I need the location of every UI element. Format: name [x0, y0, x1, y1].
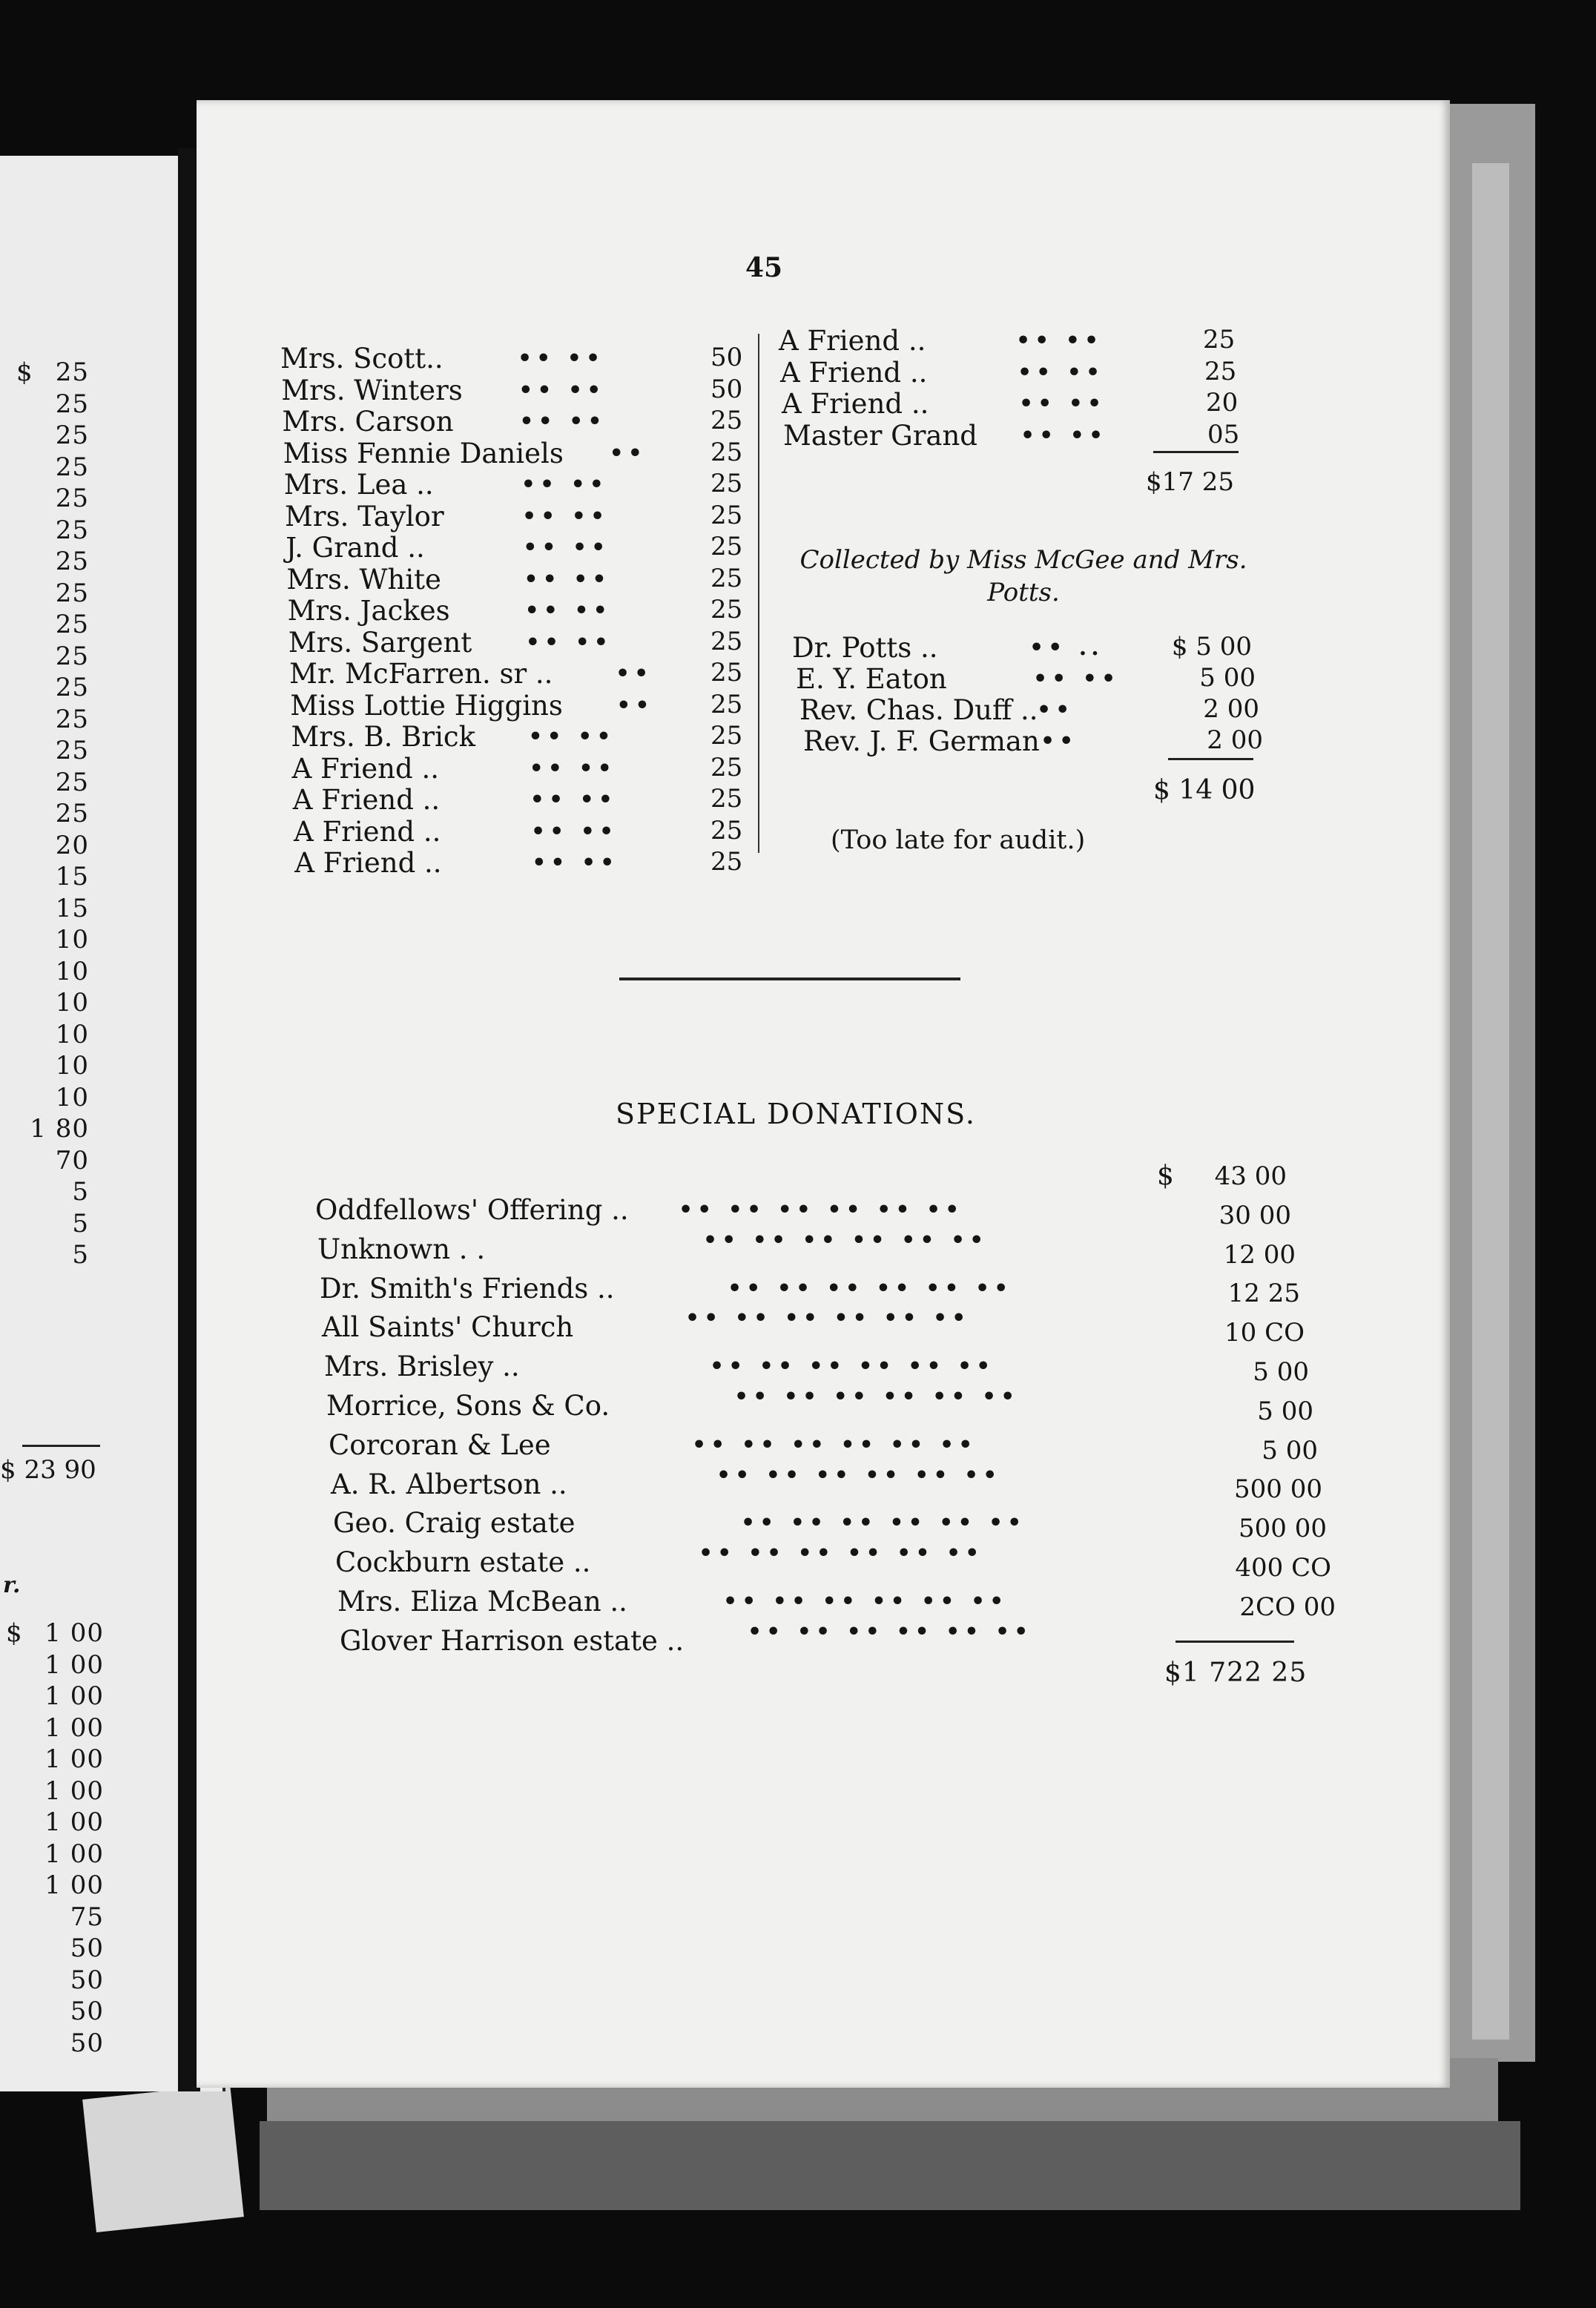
- collected-row: [803, 725, 1278, 755]
- dot-leader: •• •• •• •• •• ••: [685, 1305, 971, 1332]
- donor-amount: 25: [710, 784, 743, 814]
- left-page-amount: 25: [55, 673, 89, 702]
- donor-name: Mrs. Scott..: [280, 343, 443, 375]
- right-column-total: $17 25: [1146, 467, 1234, 497]
- donation-name: A. R. Albertson ..: [331, 1468, 567, 1500]
- donor-row: [281, 375, 756, 404]
- dot-leader: •• ••: [532, 850, 619, 876]
- left-page-amount: 70: [55, 1145, 89, 1176]
- left-page-amount: 25: [55, 357, 89, 387]
- collected-row: [796, 663, 1270, 693]
- donor-amount: 25: [710, 721, 743, 751]
- left-page-amount: 15: [55, 862, 89, 891]
- donor-name: Mrs. White: [286, 563, 441, 596]
- donor-row: [293, 784, 768, 814]
- donor-row: [783, 419, 1258, 452]
- dot-leader: •• •• •• •• •• ••: [723, 1589, 1009, 1615]
- collected-total-rule: [1168, 758, 1253, 760]
- left-page-amount: 5: [72, 1240, 89, 1270]
- donor-amount: 2 00: [1203, 694, 1259, 724]
- donor-amount: 25: [710, 500, 743, 530]
- left-page-amount: 25: [55, 704, 89, 734]
- donation-amount: 5 00: [1257, 1396, 1313, 1426]
- left-page-amount: 10: [55, 1051, 89, 1081]
- dot-leader: ••: [1041, 728, 1078, 754]
- donation-name: Dr. Smith's Friends ..: [320, 1272, 615, 1305]
- donor-amount: 25: [1203, 325, 1236, 355]
- left-page-total: $ 23 90: [0, 1455, 96, 1485]
- left-page-amount: 1 80: [30, 1114, 89, 1144]
- left-page-amount: 10: [55, 988, 89, 1018]
- donation-amount: 500 00: [1234, 1474, 1322, 1505]
- donor-amount: $ 5 00: [1171, 632, 1252, 662]
- donor-amount: 25: [710, 847, 743, 877]
- donor-amount: 25: [710, 626, 743, 656]
- paper-tab: [82, 2084, 244, 2232]
- dot-leader: •• ••: [531, 818, 619, 845]
- donation-name: Morrice, Sons & Co.: [326, 1390, 610, 1422]
- left-page-amount: 1 00: [44, 1839, 104, 1869]
- special-donations-total: $1 722 25: [1164, 1658, 1308, 1688]
- left-page-amount: 25: [55, 578, 89, 608]
- donor-name: Mrs. B. Brick: [291, 721, 476, 753]
- dot-leader: •• •• •• •• •• ••: [716, 1462, 1002, 1488]
- dot-leader: •• ••: [519, 409, 607, 435]
- left-page-amount: 25: [55, 641, 89, 671]
- donor-row: [294, 815, 768, 848]
- donor-amount: 25: [710, 815, 743, 845]
- book-back-board-edge: [1472, 163, 1509, 2040]
- left-page-amount: 1 00: [44, 1870, 104, 1900]
- donation-name: Mrs. Brisley ..: [324, 1351, 520, 1383]
- donor-row: [283, 469, 759, 501]
- donation-amount: 12 00: [1223, 1239, 1296, 1270]
- dot-leader: •• ••: [525, 629, 613, 656]
- donor-amount: 25: [710, 563, 743, 593]
- dot-leader: •• ••: [1019, 391, 1107, 417]
- donor-row: [282, 406, 756, 438]
- book-bottom-cloth: [260, 2121, 1520, 2210]
- right-column-total-rule: [1153, 451, 1239, 453]
- dot-leader: •• ••: [518, 377, 606, 403]
- donor-name: E. Y. Eaton: [796, 663, 947, 695]
- donor-name: Mrs. Winters: [281, 374, 463, 406]
- left-page-second-dollar-sign: $: [6, 1618, 22, 1648]
- donor-amount: 25: [710, 689, 743, 719]
- left-page-amount: 10: [55, 1019, 89, 1049]
- left-page-amount: 25: [55, 610, 89, 639]
- special-donation-row: [315, 1161, 1302, 1226]
- donor-name: A Friend ..: [294, 815, 441, 848]
- left-page-amount: 20: [55, 830, 89, 860]
- left-page-dollar-sign: $: [16, 357, 33, 387]
- donor-amount: 25: [710, 752, 743, 782]
- dot-leader: •• ••: [1020, 422, 1108, 449]
- dot-leader: •• ••: [523, 535, 610, 561]
- donor-amount: 5 00: [1199, 663, 1256, 693]
- dot-leader: •• ••: [1033, 666, 1121, 692]
- dot-leader: •• ••: [530, 787, 617, 813]
- dot-leader: •• •• •• •• •• ••: [699, 1540, 984, 1567]
- donation-amount: 10 CO: [1224, 1318, 1305, 1348]
- donor-name: A Friend ..: [291, 752, 439, 785]
- collected-row: [792, 632, 1267, 662]
- dot-leader: •• ••: [1016, 328, 1104, 354]
- left-page-amount: 25: [55, 547, 89, 576]
- dot-leader: •• •• •• •• •• ••: [710, 1354, 995, 1380]
- donor-amount: 50: [710, 374, 743, 404]
- left-page-amount: 1 00: [44, 1618, 104, 1648]
- left-page-amount: 25: [55, 484, 89, 513]
- donor-name: A Friend ..: [292, 784, 441, 816]
- donor-amount: 2 00: [1207, 725, 1263, 755]
- special-donations-heading: SPECIAL DONATIONS.: [616, 1098, 976, 1130]
- dot-leader: •• ••: [524, 566, 611, 593]
- left-page-amount: 50: [70, 1933, 104, 1963]
- dot-leader: ••: [616, 661, 653, 687]
- dot-leader: •• ••: [524, 598, 612, 624]
- donor-row: [294, 847, 769, 877]
- donation-name: Unknown . .: [317, 1233, 486, 1265]
- dot-leader: •• •• •• •• •• ••: [748, 1618, 1033, 1645]
- donor-name: Mrs. Carson: [282, 406, 454, 438]
- donor-row: [779, 325, 1253, 355]
- donor-name: Mrs. Lea ..: [283, 469, 434, 501]
- section-divider: [619, 977, 960, 980]
- dot-leader: •• •• •• •• •• ••: [728, 1275, 1013, 1302]
- dot-leader: •• •• •• •• •• ••: [741, 1510, 1026, 1537]
- donor-name: Miss Lottie Higgins: [290, 689, 563, 722]
- donation-amount: 30 00: [1219, 1200, 1291, 1230]
- donation-name: Geo. Craig estate: [333, 1507, 576, 1540]
- left-page-amount: 10: [55, 925, 89, 954]
- dot-leader: •• ••: [518, 346, 605, 372]
- audit-note: (Too late for audit.): [831, 825, 1086, 855]
- donor-amount: 25: [710, 532, 743, 561]
- left-page-amount: 5: [72, 1208, 89, 1239]
- donation-amount: 5 00: [1262, 1435, 1318, 1465]
- donor-row: [285, 500, 759, 533]
- donation-amount: 43 00: [1214, 1161, 1287, 1191]
- dot-leader: •• ••: [521, 472, 608, 498]
- collected-by-heading: Collected by Miss McGee and Mrs. Potts.: [799, 545, 1247, 607]
- donor-amount: 25: [710, 469, 743, 498]
- donor-name: A Friend ..: [782, 388, 929, 420]
- dot-leader: ••: [1037, 697, 1075, 723]
- donor-name: Rev. J. F. German: [803, 725, 1040, 757]
- donor-row: [287, 595, 762, 627]
- dot-leader: •• ••: [528, 724, 616, 750]
- special-donations-total-rule: [1175, 1641, 1294, 1643]
- left-page-amount: 1 00: [44, 1775, 104, 1806]
- donation-amount: 12 25: [1227, 1279, 1300, 1309]
- left-page-amount: 25: [55, 799, 89, 828]
- dot-leader: •• •• •• •• •• ••: [679, 1197, 964, 1223]
- left-page-amount: 25: [55, 515, 89, 545]
- donation-amount: 500 00: [1239, 1514, 1327, 1544]
- left-page-amount: 10: [55, 1082, 89, 1112]
- donor-row: [288, 626, 763, 659]
- left-page-heading-fragment: r.: [3, 1572, 21, 1598]
- dot-leader: •• ••: [1018, 359, 1105, 386]
- donor-name: Mrs. Jackes: [287, 595, 450, 627]
- donor-name: A Friend ..: [294, 847, 442, 879]
- donor-name: Rev. Chas. Duff ..: [799, 694, 1038, 726]
- left-page-amount: 1 00: [44, 1712, 104, 1743]
- left-page-amount: 25: [55, 421, 89, 450]
- donor-row: [780, 356, 1255, 389]
- donor-amount: 25: [710, 658, 743, 688]
- donation-amount: 5 00: [1253, 1357, 1309, 1387]
- donor-name: A Friend ..: [779, 325, 926, 357]
- donor-row: [290, 689, 765, 722]
- left-page-amount: 75: [70, 1902, 104, 1932]
- donor-amount: 05: [1207, 419, 1240, 449]
- donor-amount: 50: [710, 343, 743, 372]
- donation-name: Oddfellows' Offering ..: [315, 1194, 629, 1226]
- column-divider: [758, 334, 759, 853]
- left-page-amount: 50: [70, 1997, 104, 2026]
- dot-leader: •• ••: [529, 755, 616, 782]
- donation-name: Mrs. Eliza McBean ..: [337, 1586, 627, 1618]
- left-page-amount: 1 00: [44, 1649, 104, 1680]
- donation-name: Glover Harrison estate ..: [340, 1624, 685, 1657]
- left-page-amount: 1 00: [44, 1681, 104, 1711]
- collected-row: [799, 694, 1274, 724]
- dot-leader: •• ..: [1029, 635, 1104, 661]
- donor-name: Master Grand: [783, 419, 977, 452]
- donor-row: [291, 721, 765, 751]
- left-page-amount: 1 00: [44, 1744, 104, 1774]
- dot-leader: •• ••: [522, 503, 610, 530]
- donor-row: [286, 563, 761, 596]
- donation-name: Corcoran & Lee: [329, 1428, 551, 1461]
- donor-name: Dr. Potts ..: [792, 632, 938, 664]
- left-page-total-rule: [22, 1445, 100, 1447]
- donation-name: All Saints' Church: [322, 1311, 574, 1344]
- donor-row: [283, 438, 758, 467]
- left-page-amount: 50: [70, 2028, 104, 2058]
- donor-row: [286, 532, 760, 564]
- donor-name: Mrs. Taylor: [285, 500, 444, 533]
- left-page-amount: 25: [55, 452, 89, 482]
- special-donations-dollar-sign: $: [1157, 1161, 1174, 1191]
- donor-name: Mrs. Sargent: [288, 626, 472, 659]
- dot-leader: ••: [616, 692, 654, 719]
- donor-amount: 25: [710, 406, 743, 435]
- dot-leader: •• •• •• •• •• ••: [734, 1384, 1020, 1410]
- dot-leader: •• •• •• •• •• ••: [703, 1227, 989, 1253]
- donor-row: [782, 388, 1256, 418]
- donor-name: A Friend ..: [780, 356, 928, 389]
- left-page-amount: 5: [72, 1177, 89, 1207]
- left-page-amount: 25: [55, 389, 89, 419]
- collected-total: $ 14 00: [1153, 775, 1256, 805]
- left-page-amount: 25: [55, 736, 89, 765]
- donor-row: [289, 658, 764, 688]
- left-page-amount: 1 00: [44, 1807, 104, 1837]
- page-number: 45: [745, 252, 783, 283]
- dot-leader: •• •• •• •• •• ••: [692, 1431, 977, 1458]
- donor-amount: 25: [710, 595, 743, 624]
- left-page-amount: 15: [55, 893, 89, 923]
- dot-leader: ••: [609, 440, 647, 466]
- donor-row: [280, 343, 755, 375]
- left-page-amount: 10: [55, 956, 89, 986]
- donor-name: Miss Fennie Daniels: [283, 437, 564, 469]
- donor-name: J. Grand ..: [286, 532, 425, 564]
- left-page-amount: 50: [70, 1965, 104, 1995]
- donor-amount: 25: [710, 437, 743, 467]
- donation-name: Cockburn estate ..: [335, 1546, 591, 1579]
- donor-row: [291, 752, 767, 785]
- donor-name: Mr. McFarren. sr ..: [289, 658, 553, 690]
- donation-amount: 400 CO: [1235, 1553, 1331, 1583]
- donation-amount: 2CO 00: [1239, 1592, 1336, 1622]
- donor-amount: 20: [1206, 388, 1239, 418]
- donor-amount: 25: [1204, 356, 1237, 386]
- left-page-amount: 25: [55, 767, 89, 797]
